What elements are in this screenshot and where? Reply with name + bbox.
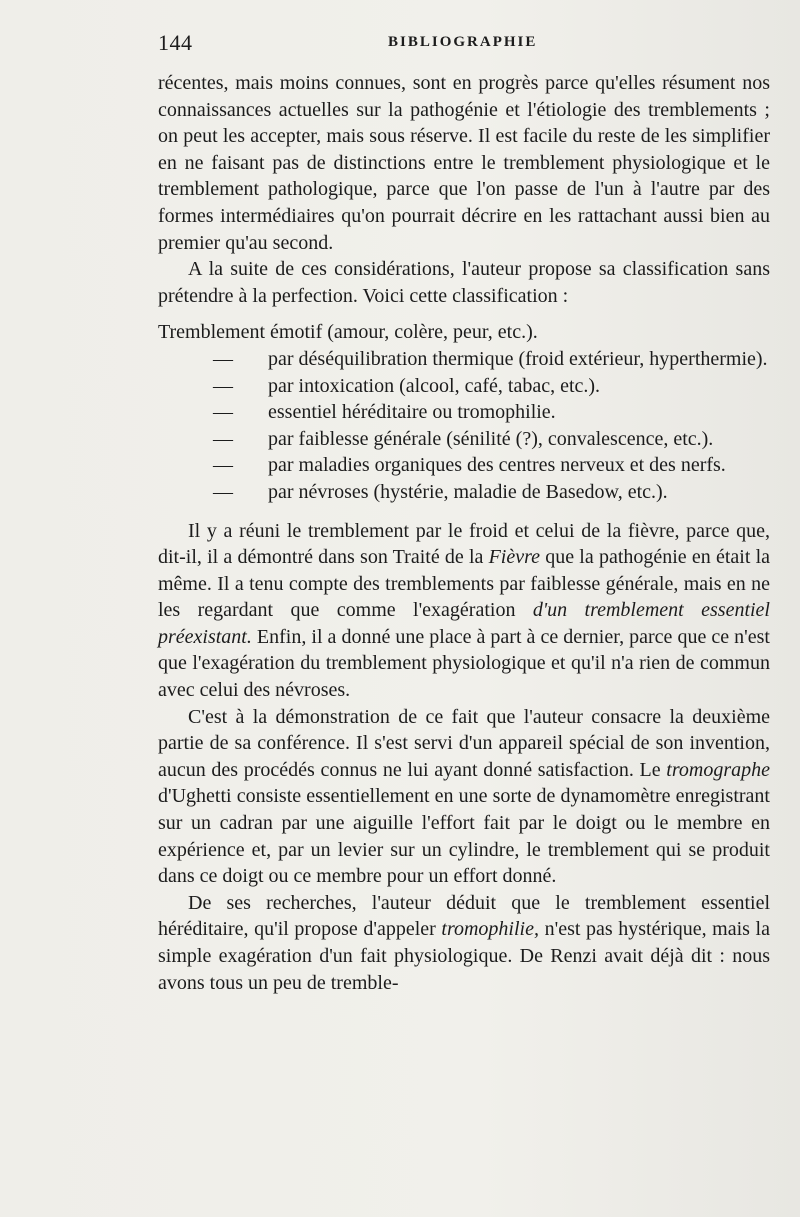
dash: — — [213, 347, 233, 370]
paragraph-3-text-b: que la pathogénie en était la même. Il a tenu compte des tremblements par faiblesse générale, mais en ne les regardant que comme l'exagération — [158, 546, 770, 622]
classification-item-text: par faiblesse générale (sénilité (?), convalescence, etc.). — [268, 427, 714, 450]
classification-first: Tremblement émotif (amour, colère, peur, etc.). — [158, 321, 538, 344]
paragraph-5-italic-tromophilie: tromophilie, — [441, 918, 539, 941]
paragraph-1: récentes, mais moins connues, sont en progrès parce qu'elles résument nos connaissances actuelles sur la pathogénie et l'étiologie des tremblements ; on peut les accepter, mais sous réserve. Il est facile du reste de les simplifier en ne faisant pas de distinctions entre le tremblement physiologique et le tremblement pathologique, parce que l'on passe de l'un à l'autre par des formes intermédiaires qu'on pourrait décrire en les rattachant aussi bien au premier qu'au second. — [158, 72, 770, 254]
classification-item — [158, 346, 770, 373]
paragraph-3-text-c: Enfin, il a donné une place à part à ce dernier, parce que ce n'est que l'exagération du tremblement physiologique et qu'il n'a rien de commun avec celui des névroses. — [158, 625, 770, 702]
dash: — — [213, 480, 233, 503]
dash: — — [213, 454, 233, 477]
paragraph-3 — [158, 518, 770, 704]
paragraph-4 — [158, 704, 770, 890]
classification-item-text: par déséquilibration thermique (froid extérieur, hyperthermie). — [268, 347, 768, 370]
paragraph-3-italic-fievre: Fièvre — [488, 546, 541, 569]
paragraph-5-text-b: n'est pas hystérique, mais la simple exagération d'un fait physiologique. De Renzi avait déjà dit : nous avons tous un peu de tremble- — [158, 918, 770, 994]
classification-item-text: essentiel héréditaire ou tromophilie. — [268, 401, 556, 424]
classification-item — [158, 399, 770, 426]
dash: — — [213, 401, 233, 424]
running-head: BIBLIOGRAPHIE — [388, 34, 538, 50]
paragraph-4-italic-tromographe: tromographe — [666, 758, 770, 781]
classification-item — [158, 426, 770, 453]
classification-item-text: par maladies organiques des centres nerveux et des nerfs. — [268, 454, 726, 477]
dash: — — [213, 427, 233, 450]
page-body — [158, 70, 770, 996]
classification-item-text: par intoxication (alcool, café, tabac, etc.). — [268, 374, 601, 397]
paragraph-4-text-a: C'est à la démonstration de ce fait que l'auteur consacre la deuxième partie de sa conférence. Il s'est servi d'un appareil spécial de son invention, aucun des procédés connus ne lui ayant donné satisfaction. Le — [158, 705, 770, 781]
paragraph-4-text-b: d'Ughetti consiste essentiellement en une sorte de dynamomètre enregistrant sur un cadran par une aiguille l'effort fait par le doigt ou le membre en expérience et, par un levier sur un cylindre, le tremblement qui se produit dans ce doigt ou ce membre pour un effort donné. — [158, 785, 770, 888]
paragraph-2: A la suite de ces considérations, l'auteur propose sa classification sans prétendre à la perfection. Voici cette classification : — [158, 258, 770, 307]
paragraph-5 — [158, 890, 770, 996]
classification-item — [158, 373, 770, 400]
page-header — [158, 30, 770, 60]
classification-list — [158, 319, 770, 505]
page-number: 144 — [158, 30, 193, 55]
classification-item-text: par névroses (hystérie, maladie de Basedow, etc.). — [268, 480, 668, 503]
paragraph-3-text-a: Il y a réuni le tremblement par le froid et celui de la fièvre, parce que, dit-il, il a démontré dans son Traité de la — [158, 519, 770, 569]
paragraph-5-text-a: De ses recherches, l'auteur déduit que le tremblement essentiel héréditaire, qu'il propose d'appeler — [158, 891, 770, 941]
classification-item — [158, 479, 770, 506]
classification-item — [158, 452, 770, 479]
dash: — — [213, 374, 233, 397]
paragraph-3-italic-quote: d'un tremblement essentiel préexistant. — [158, 599, 770, 648]
